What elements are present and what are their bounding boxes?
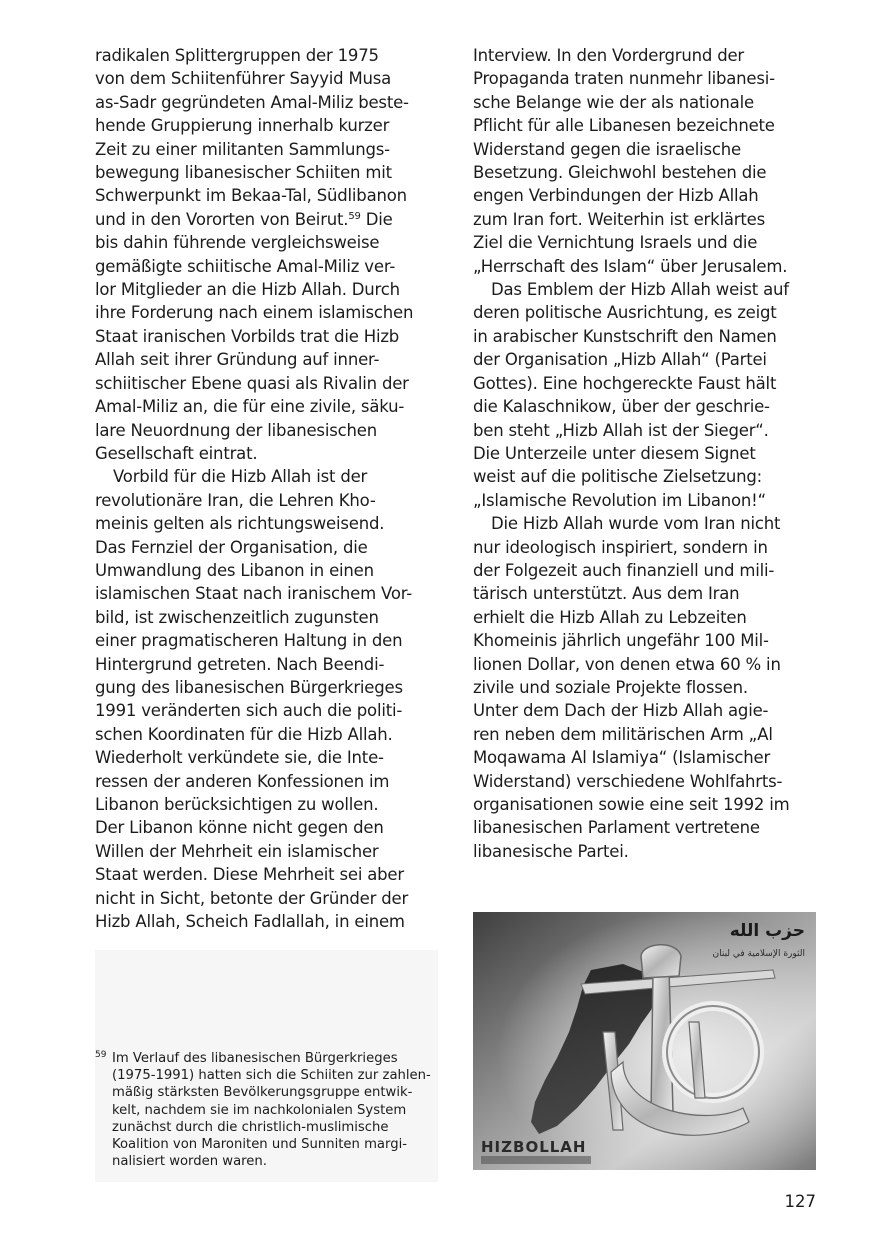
text-line: zum Iran fort. Weiterhin ist erklärtes (473, 209, 765, 229)
text-line: Amal-Miliz an, die für eine zivile, säku- (95, 397, 405, 417)
text-line: weist auf die politische Zielsetzung: (473, 467, 762, 487)
text-line: nur ideologisch inspiriert, sondern in (473, 537, 768, 557)
text-line: schen Koordinaten für die Hizb Allah. (95, 724, 393, 744)
page-number: 127 (784, 1192, 816, 1211)
text-line: 1991 veränderten sich auch die politi- (95, 701, 403, 721)
text-line: Hintergrund getreten. Nach Beendi- (95, 654, 385, 674)
text-line: tärisch unterstützt. Aus dem Iran (473, 584, 740, 604)
text-line: Propaganda traten nunmehr libanesi- (473, 69, 775, 89)
paragraph-start-line: Vorbild für die Hizb Allah ist der (113, 467, 368, 487)
footnote-line: kelt, nachdem sie im nachkolonialen System (112, 1102, 407, 1118)
emblem-arabic-subtitle: الثورة الإسلامية في لبنان (712, 949, 805, 959)
emblem-graphic (473, 912, 816, 1170)
text-line: lor Mitglieder an die Hizb Allah. Durch (95, 280, 400, 300)
text-line: Staat werden. Diese Mehrheit sei aber (95, 865, 404, 885)
text-line (95, 208, 440, 231)
text-line: Allah seit ihrer Gründung auf inner- (95, 350, 380, 370)
left-text-column (95, 44, 440, 933)
text-line: „Islamische Revolution im Libanon!“ (473, 490, 766, 510)
text-line: radikalen Splittergruppen der 1975 (95, 46, 379, 65)
text-line: von dem Schiitenführer Sayyid Musa (95, 69, 392, 89)
footnote-line: Koalition von Maroniten und Sunniten margi- (112, 1137, 407, 1153)
text-fragment: Die (360, 209, 393, 229)
text-line: hende Gruppierung innerhalb kurzer (95, 116, 390, 136)
text-line: Ziel die Vernichtung Israels und die (473, 233, 758, 253)
text-line: Gesellschaft eintrat. (95, 443, 258, 463)
text-line: Gottes). Eine hochgereckte Faust hält (473, 373, 777, 393)
text-line: Besetzung. Gleichwohl bestehen die (473, 163, 767, 183)
paragraph-start-line: Das Emblem der Hizb Allah weist auf (491, 280, 789, 300)
text-line: Hizb Allah, Scheich Fadlallah, in einem (95, 912, 405, 932)
text-line: Libanon berücksichtigen zu wollen. (95, 795, 379, 814)
footnote-text (95, 1050, 440, 1170)
text-line: Widerstand gegen die israelische (473, 139, 741, 159)
text-line: Moqawama Al Islamiya“ (Islamischer (473, 748, 771, 768)
text-line: libanesische Partei. (473, 841, 629, 861)
text-line: lionen Dollar, von denen etwa 60 % in (473, 654, 781, 674)
text-line: einer pragmatischeren Haltung in den (95, 631, 403, 651)
footnote-line: mäßig stärksten Bevölkerungsgruppe entwik- (112, 1085, 413, 1101)
text-line: in arabischer Kunstschrift den Namen (473, 326, 777, 346)
text-line: erhielt die Hizb Allah zu Lebzeiten (473, 607, 747, 627)
text-line: „Herrschaft des Islam“ über Jerusalem. (473, 256, 788, 276)
footnote-reference[interactable]: 59 (348, 210, 361, 222)
text-line: Zeit zu einer militanten Sammlungs- (95, 139, 390, 159)
text-line: sche Belange wie der als nationale (473, 92, 754, 112)
text-line: bild, ist zwischenzeitlich zugunsten (95, 607, 379, 627)
text-line: Unter dem Dach der Hizb Allah agie- (473, 701, 769, 721)
emblem-arabic-title: حزب الله (729, 921, 805, 941)
text-line: Staat iranischen Vorbilds trat die Hizb (95, 326, 400, 346)
text-line: bewegung libanesischer Schiiten mit (95, 163, 392, 183)
text-line: islamischen Staat nach iranischem Vor- (95, 584, 413, 604)
text-line: libanesischen Parlament vertretene (473, 818, 760, 838)
text-line: meinis gelten als richtungsweisend. (95, 514, 385, 534)
text-line: Die Unterzeile unter diesem Signet (473, 443, 756, 463)
text-line: der Organisation „Hizb Allah“ (Partei (473, 350, 767, 370)
footnote-line: zunächst durch die christlich-muslimische (112, 1119, 389, 1135)
text-line: bis dahin führende vergleichsweise (95, 233, 380, 253)
text-line: nicht in Sicht, betonte der Gründer der (95, 888, 409, 908)
footnote-number: 59 (95, 1050, 107, 1060)
text-line: Pflicht für alle Libanesen bezeichnete (473, 116, 775, 136)
paragraph-start-line: Die Hizb Allah wurde vom Iran nicht (491, 514, 781, 534)
text-line: engen Verbindungen der Hizb Allah (473, 186, 759, 206)
text-line: Das Fernziel der Organisation, die (95, 537, 368, 557)
text-line: Willen der Mehrheit ein islamischer (95, 841, 379, 861)
text-line: Interview. In den Vordergrund der (473, 46, 745, 65)
text-line: Umwandlung des Libanon in einen (95, 560, 374, 580)
text-line: organisationen sowie eine seit 1992 im (473, 795, 790, 814)
text-line: Widerstand) verschiedene Wohlfahrts- (473, 771, 783, 791)
footnote-line: nalisiert worden waren. (112, 1154, 267, 1170)
text-line: lare Neuordnung der libanesischen (95, 420, 377, 440)
text-line: deren politische Ausrichtung, es zeigt (473, 303, 777, 323)
emblem-latin-caption: HIZBOLLAH (481, 1138, 587, 1156)
hizballah-emblem-image (473, 912, 816, 1170)
text-line: Khomeinis jährlich ungefähr 100 Mil- (473, 631, 769, 651)
text-line: ressen der anderen Konfessionen im (95, 771, 390, 791)
text-line: Der Libanon könne nicht gegen den (95, 818, 384, 838)
text-line: gemäßigte schiitische Amal-Miliz ver- (95, 256, 396, 276)
text-line: schiitischer Ebene quasi als Rivalin der (95, 373, 409, 393)
text-line: ben steht „Hizb Allah ist der Sieger“. (473, 420, 769, 440)
footnote (95, 1050, 440, 1170)
footnote-line: Im Verlauf des libanesischen Bürgerkrieges (112, 1051, 398, 1066)
fist-shape (641, 945, 681, 978)
text-line: gung des libanesischen Bürgerkrieges (95, 677, 403, 697)
text-line: die Kalaschnikow, über der geschrie- (473, 397, 770, 417)
emblem-caption-subline (481, 1156, 591, 1164)
text-line: ihre Forderung nach einem islamischen (95, 303, 414, 323)
text-line: revolutionäre Iran, die Lehren Kho- (95, 490, 376, 510)
text-line: Schwerpunkt im Bekaa-Tal, Südlibanon (95, 186, 407, 206)
text-line: Wiederholt verkündete sie, die Inte- (95, 748, 384, 768)
text-fragment: und in den Vororten von Beirut. (95, 209, 349, 229)
text-line: ren neben dem militärischen Arm „Al (473, 724, 773, 744)
footnote-line: (1975-1991) hatten sich die Schiiten zur zahlen- (112, 1068, 431, 1084)
text-line: as-Sadr gegründeten Amal-Miliz beste- (95, 92, 409, 112)
text-line: der Folgezeit auch finanziell und mili- (473, 560, 775, 580)
text-line: zivile und soziale Projekte flossen. (473, 677, 748, 697)
right-text-column (473, 44, 818, 863)
